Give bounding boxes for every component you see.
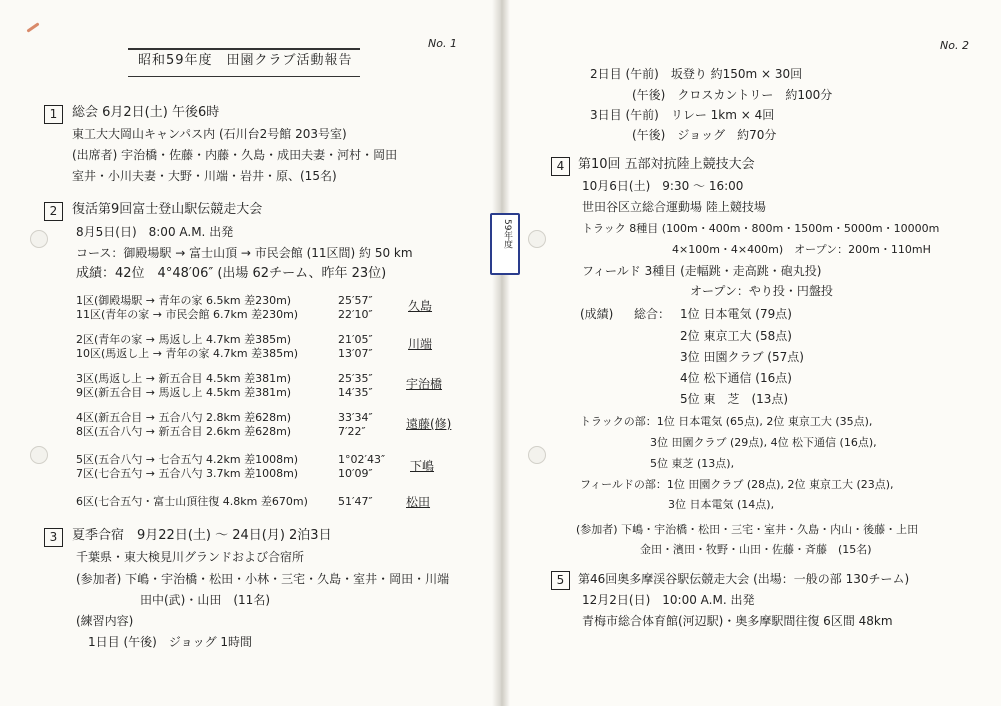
leg-row: 3区(馬返し上 → 新五合目 4.5km 差381m) [76, 372, 292, 385]
schedule-text: 1日目 (午後) ジョッグ 1時間 [88, 635, 253, 649]
section-heading: 第10回 五部対抗陸上競技大会 [578, 157, 755, 172]
track-events: 4×100m・4×400m) オープン：200m・110mH [672, 243, 931, 256]
page-number: No. 1 [428, 37, 457, 50]
track-events: トラック 8種目 (100m・400m・800m・1500m・5000m・10000m [582, 222, 940, 235]
runner-name: 遠藤(修) [406, 417, 452, 431]
place-text: 千葉県・東大検見川グランドおよび合宿所 [76, 550, 305, 564]
section-number: 3 [44, 528, 63, 547]
leg-row: 7区(七合五勺 → 五合八勺 3.7km 差1008m) [76, 467, 299, 480]
field-results: 3位 日本電気 (14点), [668, 498, 775, 511]
attendees-text: (参加者) 下嶋・宇治橋・松田・三宅・室井・久島・内山・後藤・上田 [576, 523, 919, 536]
section-number: 2 [44, 202, 63, 221]
leg-row: 5区(五合八勺 → 七合五勺 4.2km 差1008m) [76, 453, 299, 466]
leg-time: 21′05″ [338, 333, 373, 346]
leg-row: 4区(新五合目 → 五合八勺 2.8km 差628m) [76, 411, 292, 424]
venue-text: 東工大大岡山キャンパス内 (石川台2号館 203号室) [72, 127, 347, 141]
ranking-row: 5位 東 芝 (13点) [680, 392, 789, 406]
leg-row: 9区(新五合目 → 馬返し上 4.5km 差381m) [76, 386, 292, 399]
leg-time: 7′22″ [338, 425, 366, 438]
punch-hole [30, 230, 48, 248]
index-tab-label: 59年度 [502, 219, 512, 249]
leg-row: 10区(馬返し上 → 青年の家 4.7km 差385m) [76, 347, 299, 360]
leg-time: 22′10″ [338, 308, 373, 321]
section-heading: 第46回奥多摩渓谷駅伝競走大会 (出場：一般の部 130チーム) [578, 572, 910, 586]
leg-row: 11区(青年の家 → 市民会館 6.7km 差230m) [76, 308, 299, 321]
field-events: フィールド 3種目 (走幅跳・走高跳・砲丸投) [582, 264, 822, 278]
course-text: コース：御殿場駅 → 富士山頂 → 市民会館 (11区間) 約 50 km [76, 246, 413, 260]
leg-time: 25′35″ [338, 372, 373, 385]
runner-name: 松田 [406, 495, 431, 509]
schedule-text: (午後) ジョッグ 約70分 [632, 128, 777, 142]
track-results: 5位 東芝 (13点), [650, 457, 735, 470]
section-number: 1 [44, 105, 63, 124]
ranking-row: 4位 松下通信 (16点) [680, 371, 792, 385]
page-title: 昭和59年度 田園クラブ活動報告 [138, 53, 353, 68]
page-gutter [492, 0, 510, 706]
venue-text: 青梅市総合体育館(河辺駅)・奥多摩駅間往復 6区間 48km [582, 614, 893, 628]
date-text: 8月5日(日) 8:00 A.M. 出発 [76, 225, 234, 239]
overall-label: 総合： [634, 307, 671, 321]
schedule-text: 2日目 (午前) 坂登り 約150m × 30回 [590, 67, 803, 81]
runner-name: 久島 [408, 299, 433, 313]
leg-time: 51′47″ [338, 495, 373, 508]
section-heading: 総会 6月2日(土) 午後6時 [72, 105, 220, 120]
page-number: No. 2 [940, 39, 969, 52]
runner-name: 下嶋 [410, 459, 435, 473]
leg-time: 25′57″ [338, 294, 373, 307]
attendees-text: 田中(武)・山田 (11名) [140, 593, 270, 607]
index-tab [490, 213, 520, 275]
ranking-row: 3位 田園クラブ (57点) [680, 350, 804, 364]
punch-hole [528, 446, 546, 464]
attendees-text: (出席者) 宇治橋・佐藤・内藤・久島・成田夫妻・河村・岡田 [72, 148, 398, 162]
venue-text: 世田谷区立総合運動場 陸上競技場 [582, 200, 766, 214]
leg-row: 6区(七合五勺・富士山頂往復 4.8km 差670m) [76, 495, 308, 508]
section-heading: 夏季合宿 9月22日(土) 〜 24日(月) 2泊3日 [72, 528, 332, 543]
leg-row: 8区(五合八勺 → 新五合目 2.6km 差628m) [76, 425, 292, 438]
results-label: (成績) [580, 307, 614, 321]
punch-hole [30, 446, 48, 464]
leg-time: 10′09″ [338, 467, 373, 480]
schedule-text: 3日目 (午前) リレー 1km × 4回 [590, 108, 775, 122]
schedule-text: (午後) クロスカントリー 約100分 [632, 88, 833, 102]
ranking-row: 1位 日本電気 (79点) [680, 307, 792, 321]
leg-time: 1°02′43″ [338, 453, 386, 466]
leg-row: 1区(御殿場駅 → 青年の家 6.5km 差230m) [76, 294, 292, 307]
field-results: フィールドの部：1位 田園クラブ (28点), 2位 東京工大 (23点), [580, 478, 894, 491]
content-label: (練習内容) [76, 614, 134, 628]
date-text: 12月2日(日) 10:00 A.M. 出発 [582, 593, 755, 607]
attendees-text: 金田・濱田・牧野・山田・佐藤・斉藤 (15名) [640, 543, 872, 556]
runner-name: 宇治橋 [406, 377, 443, 391]
track-results: 3位 田園クラブ (29点), 4位 松下通信 (16点), [650, 436, 877, 449]
runner-name: 川端 [408, 337, 433, 351]
field-events: オープン：やり投・円盤投 [690, 284, 833, 298]
date-text: 10月6日(土) 9:30 〜 16:00 [582, 179, 744, 193]
result-text: 成績：42位 4°48′06″ (出場 62チーム、昨年 23位) [76, 266, 387, 281]
attendees-text: 室井・小川夫妻・大野・川端・岩井・原、(15名) [72, 169, 337, 183]
section-number: 5 [551, 571, 570, 590]
section-heading: 復活第9回富士登山駅伝競走大会 [72, 202, 263, 217]
leg-time: 13′07″ [338, 347, 373, 360]
section-number: 4 [551, 157, 570, 176]
leg-row: 2区(青年の家 → 馬返し上 4.7km 差385m) [76, 333, 292, 346]
track-results: トラックの部：1位 日本電気 (65点), 2位 東京工大 (35点), [580, 415, 873, 428]
ranking-row: 2位 東京工大 (58点) [680, 329, 792, 343]
leg-time: 33′34″ [338, 411, 373, 424]
leg-time: 14′35″ [338, 386, 373, 399]
punch-hole [528, 230, 546, 248]
attendees-text: (参加者) 下嶋・宇治橋・松田・小林・三宅・久島・室井・岡田・川端 [76, 572, 450, 586]
